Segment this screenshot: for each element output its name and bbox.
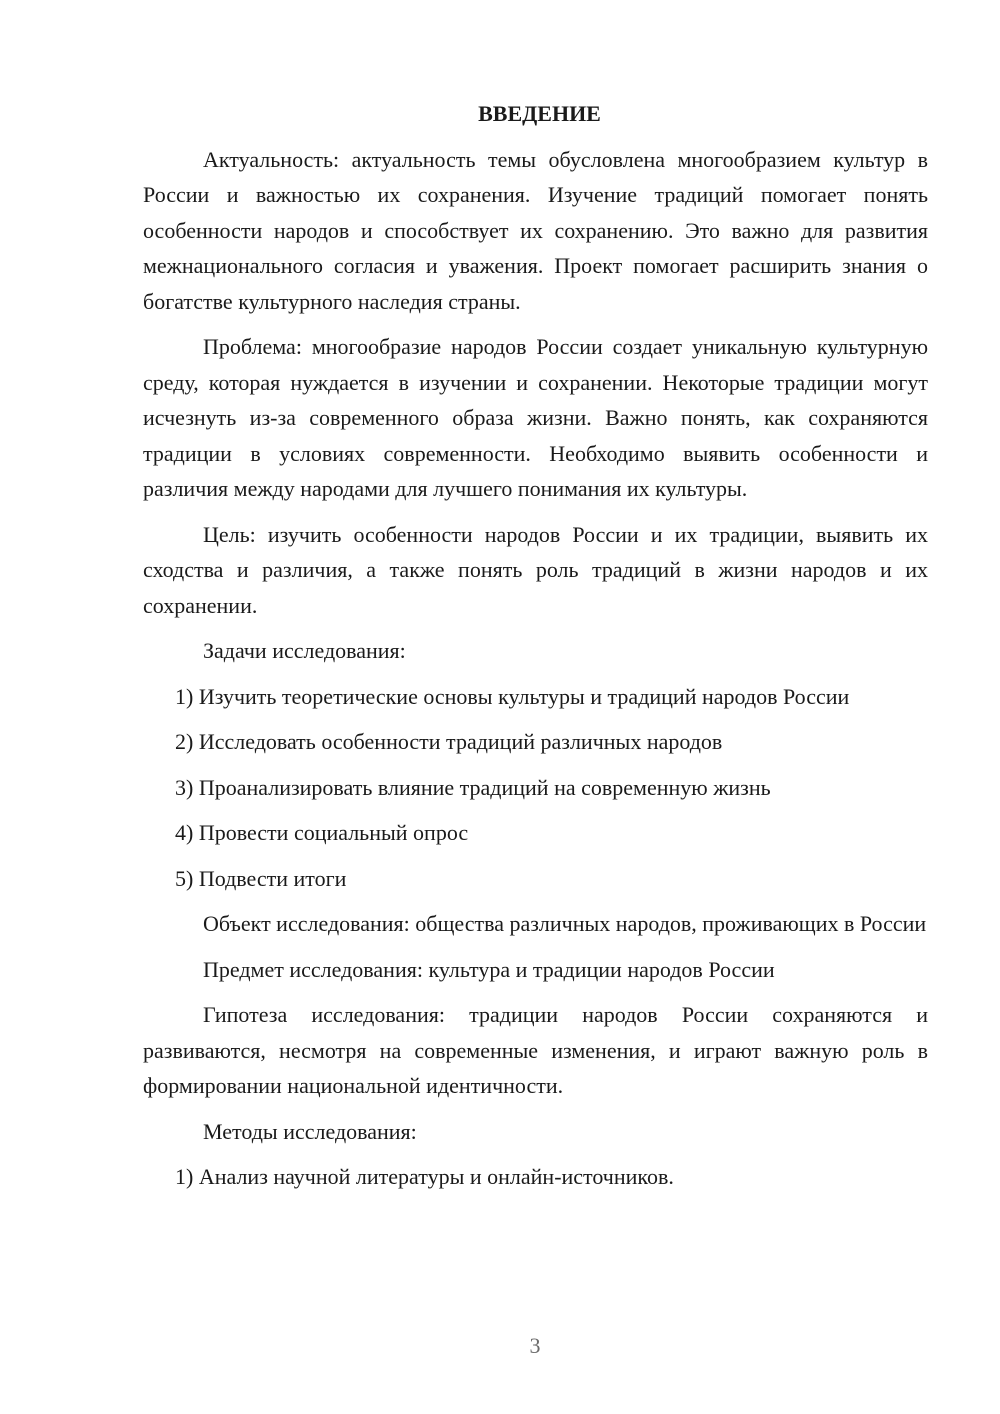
page-number: 3 (529, 1333, 541, 1358)
paragraph-relevance: Актуальность: актуальность темы обусловлена многообразием культур в России и важностью их сохранения. Изучение традиций помогает понять особенности народов и способствует их сохранению. Это важно для развития межнационального согласия и уважения. Проект помогает расширить знания о богатстве культурного наследия страны. (143, 146, 928, 314)
task-item: 1) Изучить теоретические основы культуры и традиций народов России (175, 683, 850, 709)
paragraph-subject: Предмет исследования: культура и традиции народов России (203, 956, 775, 982)
task-item: 4) Провести социальный опрос (175, 820, 469, 845)
page-title: ВВЕДЕНИЕ (478, 101, 601, 126)
task-item: 5) Подвести итоги (175, 865, 347, 891)
paragraph-object: Объект исследования: общества различных народов, проживающих в России (203, 911, 927, 936)
paragraph-problem: Проблема: многообразие народов России создает уникальную культурную среду, которая нуждается в изучении и сохранении. Некоторые традиции могут исчезнуть из-за современного образа жизни. Важно понять, как сохраняются традиции в условиях современности. Необходимо выявить особенности и различия между народами для лучшего понимания их культуры. (143, 334, 928, 501)
task-item: 3) Проанализировать влияние традиций на современную жизнь (175, 774, 771, 800)
method-item: 1) Анализ научной литературы и онлайн-источников. (175, 1164, 674, 1189)
task-item: 2) Исследовать особенности традиций различных народов (175, 729, 723, 754)
tasks-heading: Задачи исследования: (203, 638, 406, 663)
paragraph-goal: Цель: изучить особенности народов России и их традиции, выявить их сходства и различия, а также понять роль традиций в жизни народов и их сохранении. (143, 521, 928, 618)
methods-heading: Методы исследования: (203, 1118, 417, 1144)
paragraph-hypothesis: Гипотеза исследования: традиции народов России сохраняются и развиваются, несмотря на современные изменения, и играют важную роль в формировании национальной идентичности. (143, 1002, 928, 1098)
document-page (143, 96, 928, 1205)
